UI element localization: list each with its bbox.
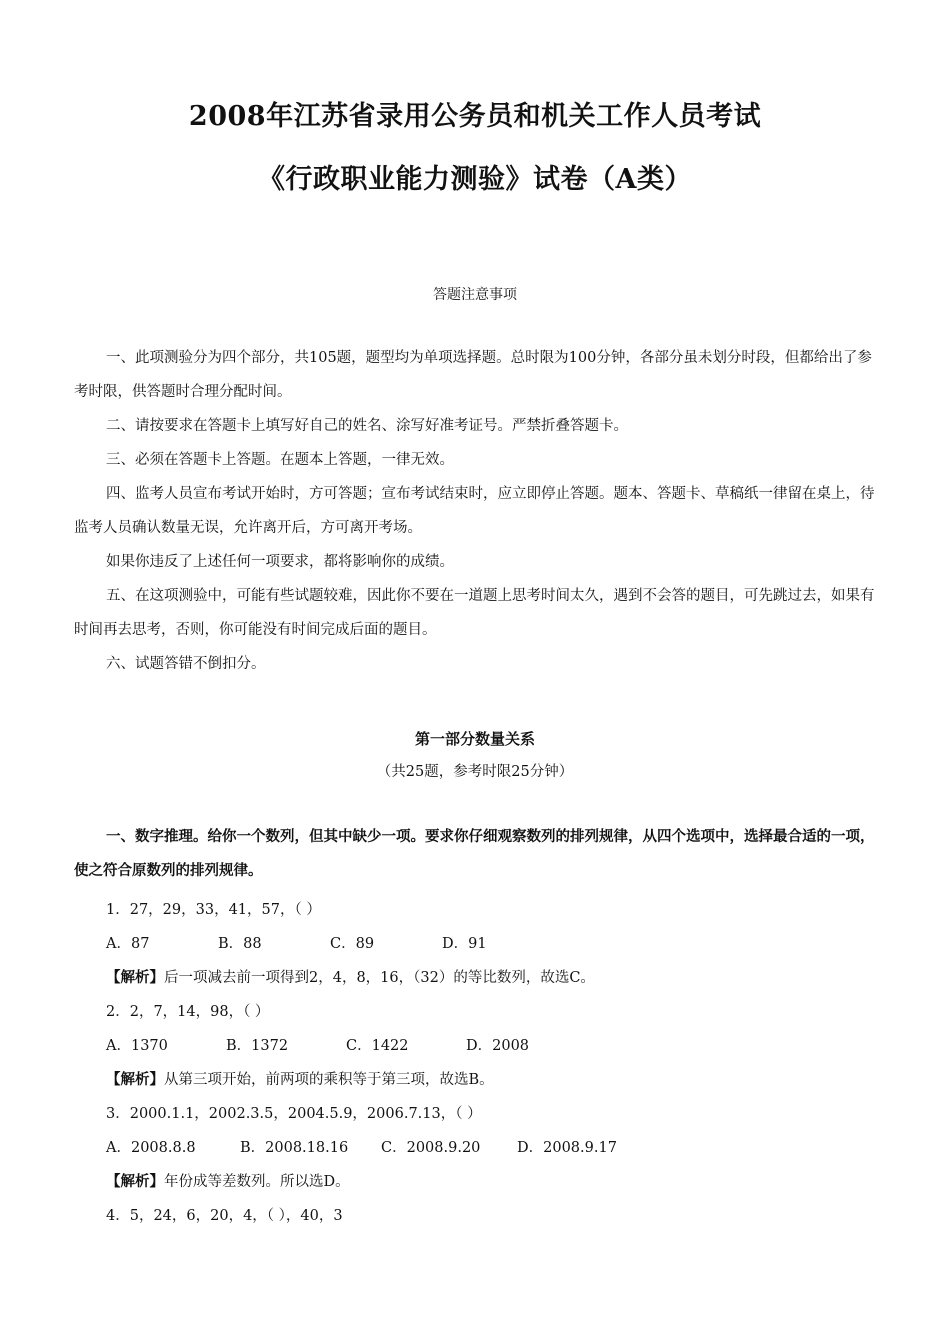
option-b: B．1372 (226, 1038, 289, 1054)
analysis-tag: 【解析】 (106, 1173, 164, 1190)
analysis-text: 后一项减去前一项得到2，4，8，16，（32）的等比数列，故选C。 (164, 970, 595, 986)
option-a: A．87 (106, 936, 150, 952)
question-1-analysis (106, 966, 595, 987)
question-2-analysis (106, 1068, 494, 1089)
option-c: C．1422 (346, 1038, 409, 1054)
question-1-stem: 1．27，29，33，41，57，（ ） (106, 902, 321, 918)
question-2-options (106, 1034, 529, 1055)
notice-item: 三、必须在答题卡上答题。在题本上答题，一律无效。 (106, 452, 454, 468)
option-a: A．2008.8.8 (106, 1140, 196, 1156)
instruction (74, 820, 884, 888)
option-a: A．1370 (106, 1038, 168, 1054)
question-3-stem: 3．2000.1.1，2002.3.5，2004.5.9，2006.7.13，（ ） (106, 1106, 482, 1122)
analysis-text: 年份成等差数列。所以选D。 (164, 1174, 350, 1190)
instruction-text: 一、数字推理。给你一个数列，但其中缺少一项。要求你仔细观察数列的排列规律，从四个选项中，选择最合适的一项，使之符合原数列的排列规律。 (74, 828, 875, 879)
question-1-options (106, 932, 487, 953)
analysis-tag: 【解析】 (106, 969, 164, 986)
option-b: B．2008.18.16 (240, 1140, 349, 1156)
option-d: D．2008 (466, 1038, 530, 1054)
notice-item: 二、请按要求在答题卡上填写好自己的姓名、涂写好准考证号。严禁折叠答题卡。 (106, 418, 628, 434)
notice-item: 四、监考人员宣布考试开始时，方可答题；宣布考试结束时，应立即停止答题。题本、答题卡、草稿纸一律留在桌上，待监考人员确认数量无误，允许离开后，方可离开考场。 (74, 486, 875, 536)
question-3-options (106, 1136, 617, 1157)
notice-list (74, 341, 884, 681)
question-4-stem: 4．5，24，6，20，4，（ ），40，3 (106, 1208, 343, 1224)
exam-title-line2: 《行政职业能力测验》试卷（A类） (258, 164, 692, 195)
analysis-text: 从第三项开始，前两项的乘积等于第三项，故选B。 (164, 1072, 494, 1088)
notice-item: 一、此项测验分为四个部分，共105题，题型均为单项选择题。总时限为100分钟，各部分虽未划分时段，但都给出了参考时限，供答题时合理分配时间。 (74, 350, 872, 400)
question-2-stem: 2．2，7，14，98，（ ） (106, 1004, 270, 1020)
option-b: B．88 (218, 936, 262, 952)
question-3-analysis (106, 1170, 350, 1191)
section-subtitle: （共25题，参考时限25分钟） (376, 764, 574, 780)
analysis-tag: 【解析】 (106, 1071, 164, 1088)
option-c: C．2008.9.20 (381, 1140, 481, 1156)
exam-title-line1: 2008年江苏省录用公务员和机关工作人员考试 (188, 101, 762, 132)
option-c: C．89 (330, 936, 375, 952)
option-d: D．91 (442, 936, 487, 952)
notice-item: 六、试题答错不倒扣分。 (106, 656, 266, 672)
notice-item: 五、在这项测验中，可能有些试题较难，因此你不要在一道题上思考时间太久，遇到不会答的题目，可先跳过去，如果有时间再去思考，否则，你可能没有时间完成后面的题目。 (74, 588, 875, 638)
option-d: D．2008.9.17 (517, 1140, 617, 1156)
notice-item: 如果你违反了上述任何一项要求，都将影响你的成绩。 (106, 554, 454, 570)
section-title: 第一部分数量关系 (414, 730, 535, 748)
notice-heading: 答题注意事项 (433, 287, 517, 303)
